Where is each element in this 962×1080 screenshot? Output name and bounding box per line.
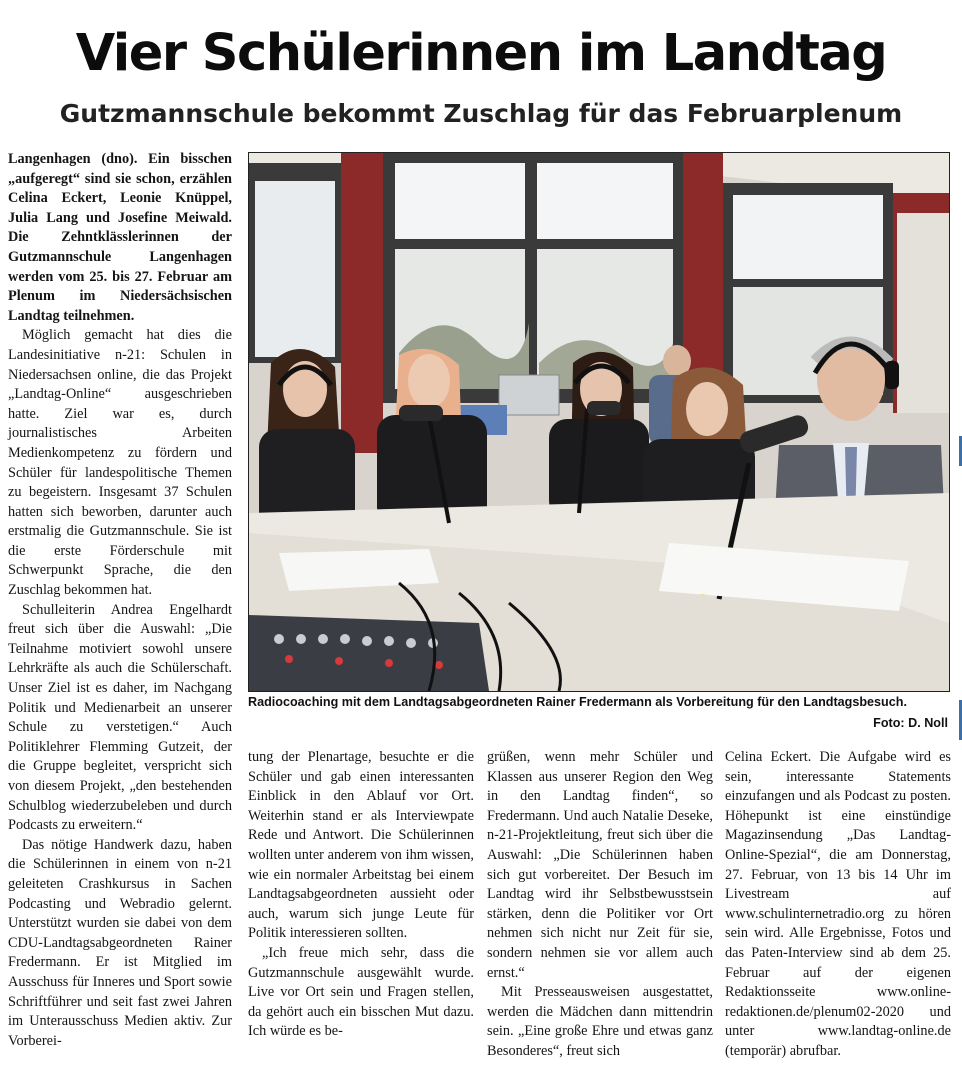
photo-credit: Foto: D. Noll — [873, 716, 948, 730]
body-paragraph: Celina Eckert. Die Aufgabe wird es sein, interessante Statements einzufangen und als Podcast zu posten. Höhepunkt ist eine einstündige Magazinsendung „Das Landtag-Online-Spezial“, die am Donnerstag, 27. Februar, von 13 bis 14 Uhr im Livestream auf www.schulinternetradio.org zu hören sein wird. Alle Ergebnisse, Fotos und das Paten-Interview sind ab dem 25. Februar auf der eigenen Redaktionsseite www.online-redaktionen.de/plenum02-2020 und unter www.landtag-online.de (temporär) abrufbar. — [725, 749, 951, 1059]
body-paragraph: Das nötige Handwerk dazu, haben die Schülerinnen in einem von n-21 geleiteten Crashkursus in Sachen Podcasting und Webradio gelernt. Unterstützt wurden sie dabei von dem CDU-Landtagsabgeordneten Rainer Fredermann. Er ist Mitglied im Ausschuss für Inneres und Sport sowie Schriftführer und seit fast zwei Jahren im Unterausschuss Medien aktiv. Zur Vorberei- — [8, 836, 232, 1049]
body-paragraph: Mit Presseausweisen ausgestattet, werden die Mädchen dann mittendrin sein. „Eine große Ehre und etwas ganz Besonderes“, freut sich — [487, 984, 713, 1059]
body-paragraph: grüßen, wenn mehr Schüler und Klassen aus unserer Region den Weg in den Landtag finden“, so Fredermann. Und auch Natalie Deseke, n-21-Projektleitung, freut sich über die Auswahl: „Die Schülerinnen haben sich gut vorbereitet. Der Besuch im Landtag wird ihr Selbstbewusstsein stärken, denn die Politiker vor Ort nehmen sich nicht nur Zeit für sie, sondern nehmen sie vor allem auch ernst.“ — [487, 749, 713, 981]
body-paragraph: tung der Plenartage, besuchte er die Schüler und gab einen interessanten Einblick in den Ablauf vor Ort. Weiterhin stand er als Interviewpate Rede und Antwort. Die Schülerinnen wollten unter anderem von ihm wissen, wie ein normaler Arbeitstag bei einem Landtagsabgeordneten aussieht oder auch, warum sich junge Leute für Politik interessieren sollten. — [248, 749, 474, 942]
article-subheadline: Gutzmannschule bekommt Zuschlag für das Februarplenum — [59, 99, 903, 128]
body-paragraph: Möglich gemacht hat dies die Landesinitiative n-21: Schulen in Niedersachsen online, die das Projekt „Landtag-Online“ ausgeschrieben hatte. Ziel war es, durch journalistisches Arbeiten Medienkompetenz zu fördern und Schüler für landespolitische Themen zu begeistern. Insgesamt 37 Schulen hatten sich beworben, darunter auch erstmalig die Gutzmannschule. Sie ist die erste Förderschule mit Schwerpunkt Sprache, die den Zuschlag bekommen hat. — [8, 327, 232, 599]
body-paragraph: „Ich freue mich sehr, dass die Gutzmannschule ausgewählt wurde. Live vor Ort sein und Fragen stellen, da gehört auch ein bisschen Mut dazu. Ich würde es be- — [248, 944, 474, 1040]
body-paragraph: Schulleiterin Andrea Engelhardt freut sich über die Auswahl: „Die Teilnahme motiviert sowohl unsere Lehrkräfte als auch die Schülerschaft. Unser Ziel ist es daher, im Nachgang Politik und Medienarbeit an unserer Schule zu verstetigen.“ Auch Politiklehrer Flemming Gutzeit, der die Gruppe begleitet, verspricht sich von diesem Projekt, „den bestehenden Schulblog wiederzubeleben und durch Podcasts zu erweitern.“ — [8, 601, 232, 834]
text-column-3 — [487, 748, 713, 1078]
text-column-1 — [8, 150, 232, 1075]
article-headline: Vier Schülerinnen im Landtag — [75, 24, 887, 83]
text-column-4 — [725, 748, 951, 1078]
lead-paragraph: Langenhagen (dno). Ein bisschen „aufgeregt“ sind sie schon, erzählen Celina Eckert, Leonie Knüppel, Julia Lang und Josefine Meiwald. Die Zehntklässlerinnen der Gutzmannschule Langenhagen werden vom 25. bis 27. Februar am Plenum im Niedersächsischen Landtag teilnehmen. — [8, 151, 232, 324]
photo-caption: Radiocoaching mit dem Landtagsabgeordneten Rainer Fredermann als Vorbereitung für den Landtagsbesuch. — [248, 695, 907, 709]
article-photo — [248, 152, 950, 692]
radio-coaching-photo — [249, 153, 949, 691]
text-column-2 — [248, 748, 474, 1078]
